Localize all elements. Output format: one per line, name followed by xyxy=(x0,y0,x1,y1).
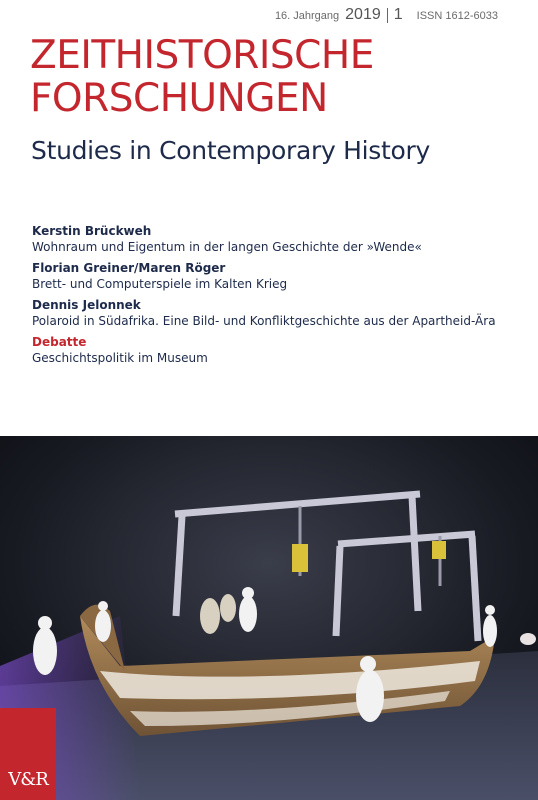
toc-section-label: Debatte xyxy=(32,335,87,349)
toc-author: Kerstin Brückweh xyxy=(32,224,152,238)
journal-subtitle: Studies in Contemporary History xyxy=(31,136,430,165)
toc-title: Wohnraum und Eigentum in der langen Geschichte der »Wende« xyxy=(32,240,422,254)
toc-entry xyxy=(32,223,512,255)
issue-number: 1 xyxy=(393,6,403,23)
cover-photo-illustration xyxy=(0,436,538,800)
volume-label: 16. Jahrgang xyxy=(274,10,340,22)
year-label: 2019 xyxy=(345,6,381,23)
year-issue-divider xyxy=(387,8,388,23)
toc-entry xyxy=(32,260,512,292)
toc-title: Polaroid in Südafrika. Eine Bild- und Konfliktgeschichte aus der Apartheid-Ära xyxy=(32,314,496,328)
toc-entry xyxy=(32,297,512,329)
toc-author: Dennis Jelonnek xyxy=(32,298,141,312)
publisher-logo xyxy=(0,708,56,800)
journal-title xyxy=(30,34,374,120)
journal-title-line-1: ZEITHISTORISCHE xyxy=(30,33,374,78)
table-of-contents xyxy=(32,223,512,371)
issn-label: ISSN 1612-6033 xyxy=(416,10,498,22)
cover-photo xyxy=(0,436,538,800)
toc-entry xyxy=(32,334,512,366)
journal-title-line-2: FORSCHUNGEN xyxy=(30,76,328,121)
toc-author: Florian Greiner/Maren Röger xyxy=(32,261,226,275)
publisher-logo-text: V&R xyxy=(8,769,48,790)
issue-meta xyxy=(275,6,498,24)
toc-title: Brett- und Computerspiele im Kalten Krieg xyxy=(32,277,288,291)
toc-title: Geschichtspolitik im Museum xyxy=(32,351,208,365)
